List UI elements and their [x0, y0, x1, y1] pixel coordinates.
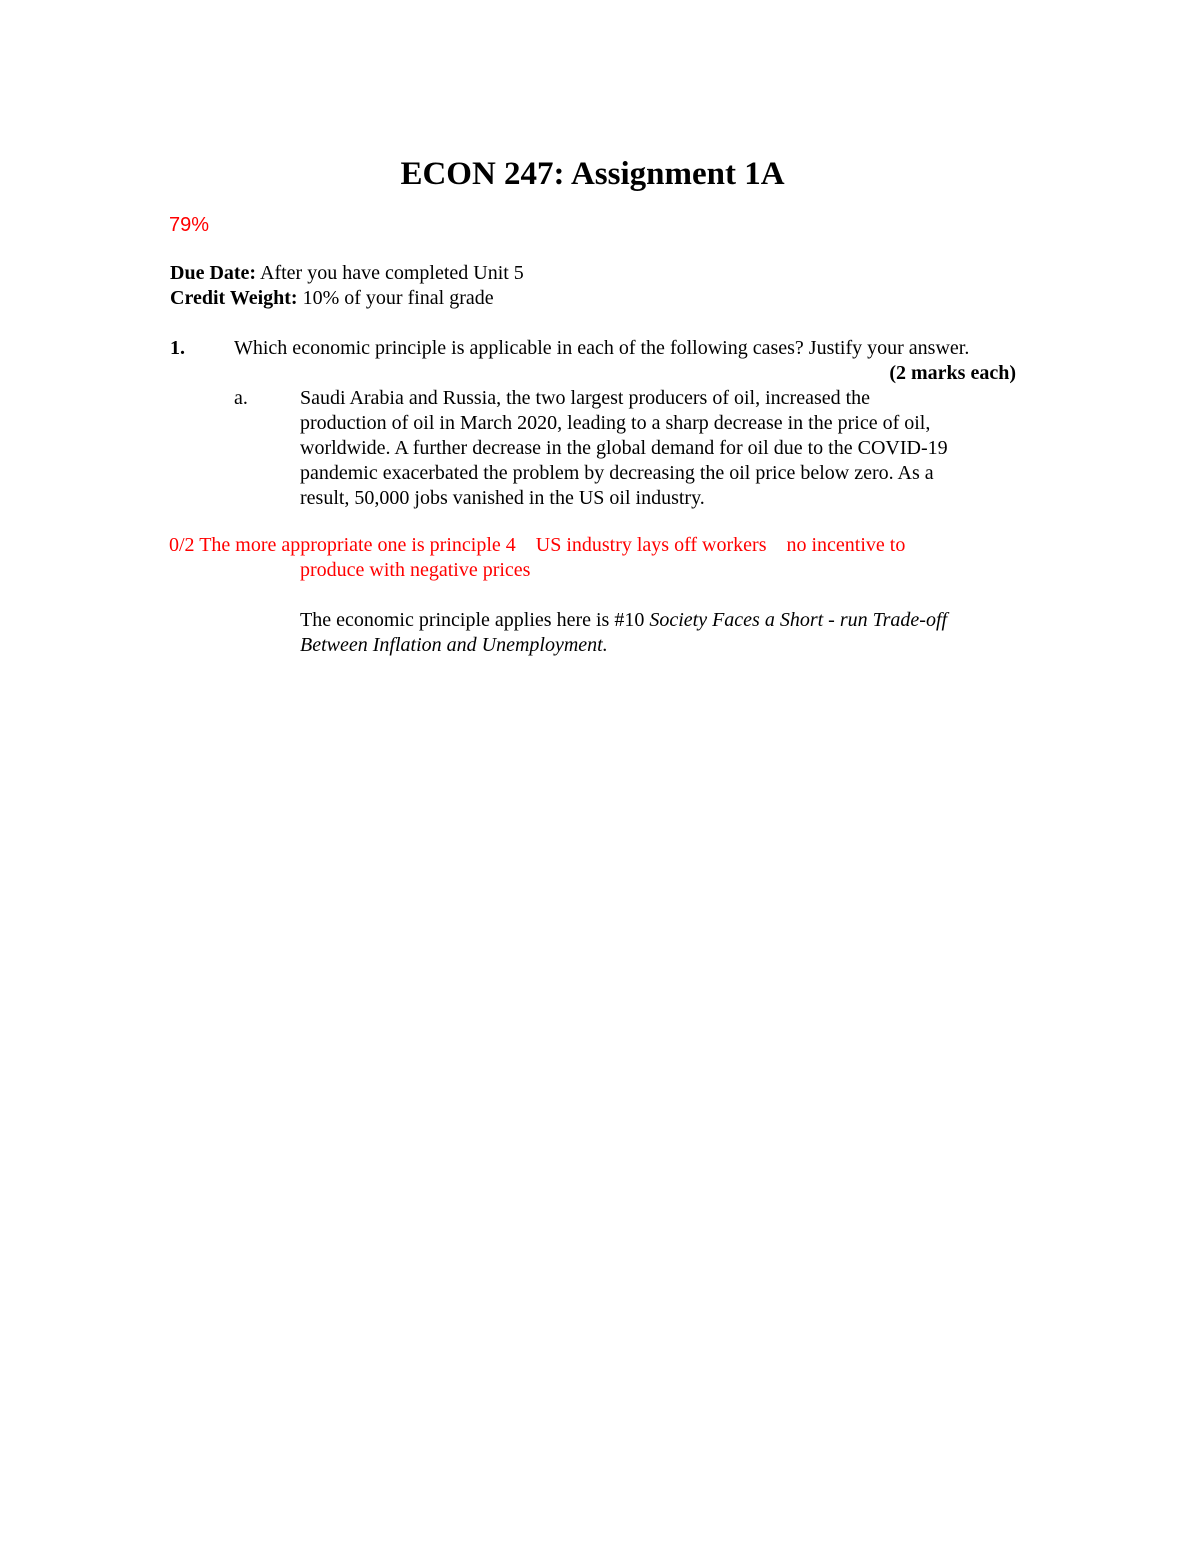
- paragraph-line: worldwide. A further decrease in the global demand for oil due to the COVID-19: [300, 437, 948, 459]
- grade-score: 79%: [169, 214, 210, 236]
- due-date-label: Due Date:: [170, 262, 257, 284]
- paragraph-line: result, 50,000 jobs vanished in the US oil industry.: [300, 487, 705, 509]
- credit-weight-line: [170, 286, 494, 311]
- grader-feedback-line-2: produce with negative prices: [300, 559, 531, 581]
- student-answer-line-1: [300, 608, 947, 633]
- paragraph-line: production of oil in March 2020, leading to a sharp decrease in the price of oil,: [300, 412, 931, 434]
- answer-principle-title-cont: Between Inflation and Unemployment.: [300, 634, 608, 656]
- paragraph-line: Saudi Arabia and Russia, the two largest producers of oil, increased the: [300, 387, 871, 409]
- paragraph-line: pandemic exacerbated the problem by decreasing the oil price below zero. As a: [300, 462, 934, 484]
- part-label: a.: [234, 387, 248, 409]
- due-date-line: [170, 261, 524, 286]
- question-number: 1.: [170, 337, 185, 359]
- part-a-paragraph: [300, 386, 1020, 511]
- due-date-value: After you have completed Unit 5: [260, 262, 524, 284]
- answer-prefix: The economic principle applies here is #10: [300, 609, 650, 631]
- question-text: Which economic principle is applicable in each of the following cases? Justify your answer.: [234, 337, 970, 359]
- page-title: ECON 247: Assignment 1A: [400, 156, 785, 192]
- question-marks: (2 marks each): [889, 362, 1016, 384]
- grader-feedback-line-1: 0/2 The more appropriate one is principle 4 US industry lays off workers no incentive to: [169, 534, 906, 556]
- credit-weight-value: 10% of your final grade: [302, 287, 494, 309]
- student-answer-line-2: [300, 633, 608, 658]
- credit-weight-label: Credit Weight:: [170, 287, 298, 309]
- answer-principle-title: Society Faces a Short - run Trade-off: [649, 609, 948, 631]
